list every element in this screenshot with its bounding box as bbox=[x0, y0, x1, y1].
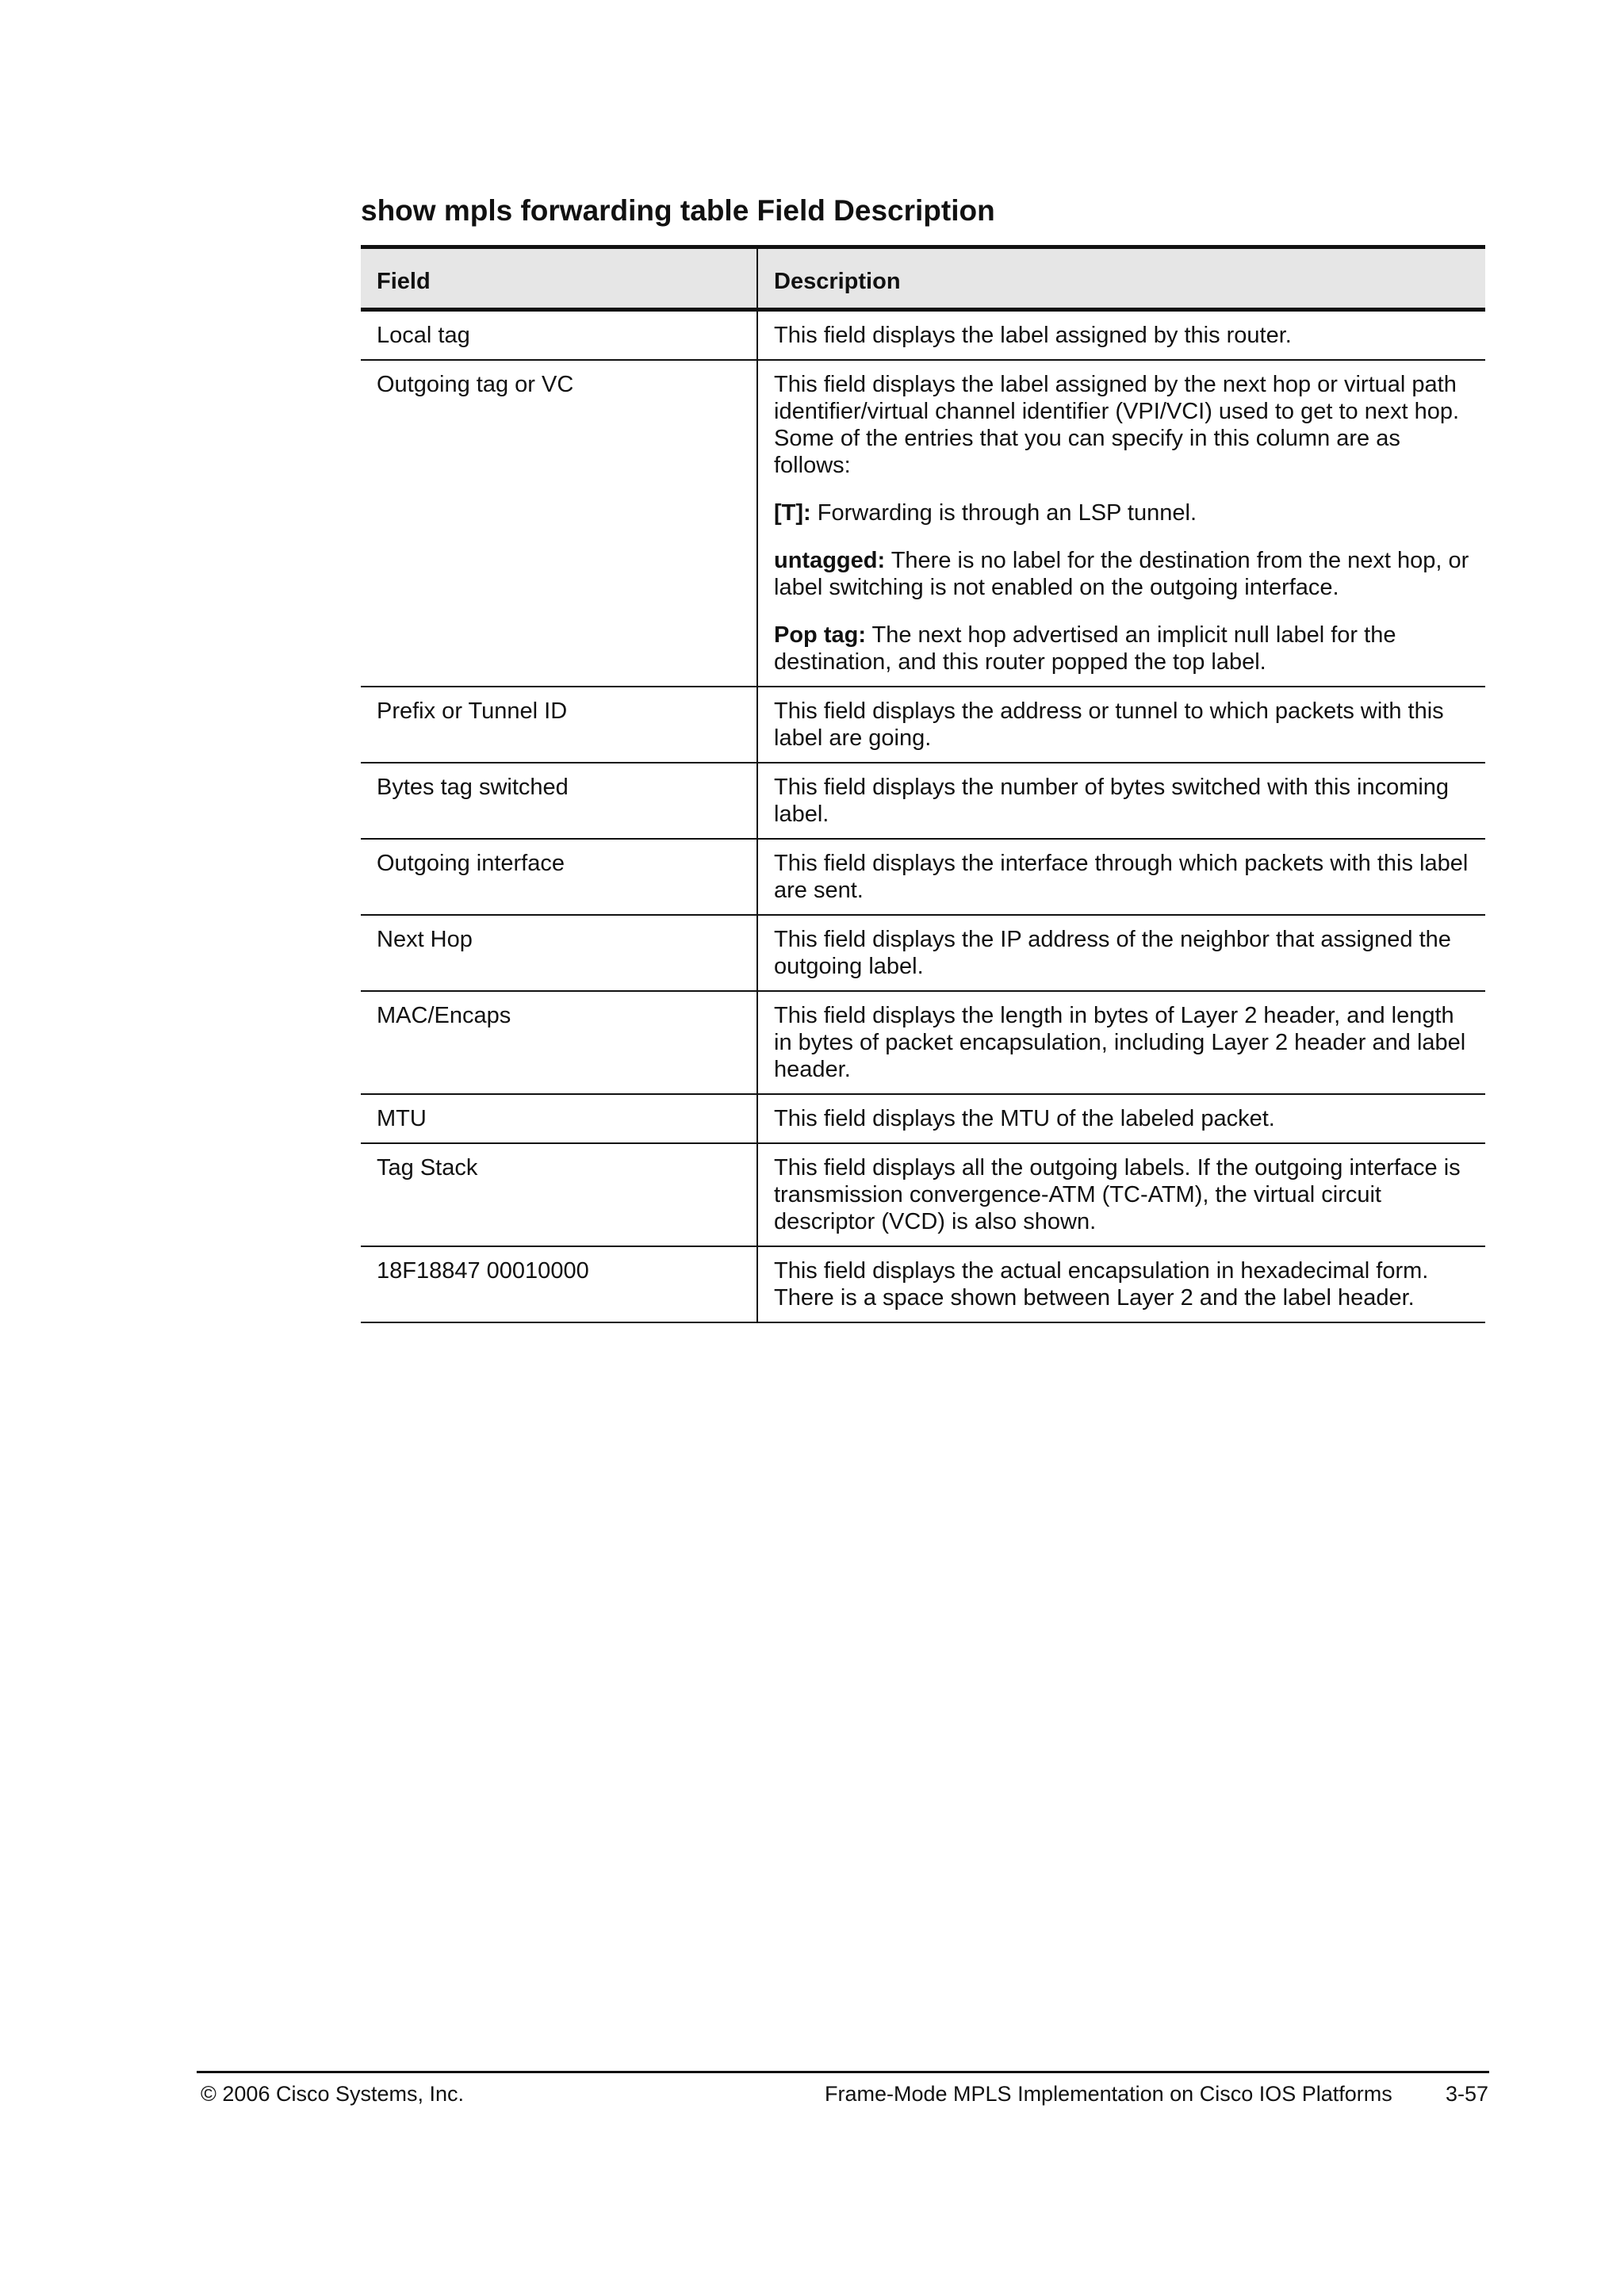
description-text: This field displays the MTU of the labeled packet. bbox=[774, 1106, 1275, 1131]
table-row bbox=[361, 1143, 1485, 1246]
table-row bbox=[361, 915, 1485, 991]
entry-untagged bbox=[774, 547, 1469, 601]
entry-term: untagged: bbox=[774, 548, 886, 573]
description-cell bbox=[757, 1094, 1485, 1143]
description-cell bbox=[757, 991, 1485, 1094]
entry-term: [T]: bbox=[774, 500, 811, 526]
table-row bbox=[361, 763, 1485, 839]
entry-tunnel bbox=[774, 499, 1469, 526]
description-cell bbox=[757, 360, 1485, 687]
description-text: This field displays the number of bytes switched with this incoming label. bbox=[774, 775, 1450, 827]
description-cell bbox=[757, 1143, 1485, 1246]
footer-copyright: © 2006 Cisco Systems, Inc. bbox=[201, 2082, 465, 2106]
column-header-field: Field bbox=[361, 247, 757, 310]
page-title: show mpls forwarding table Field Description bbox=[361, 194, 995, 227]
description-text: This field displays all the outgoing labels. If the outgoing interface is transmission convergence-ATM (TC-ATM), the virtual circuit descriptor (VCD) is also shown. bbox=[774, 1155, 1461, 1234]
field-cell: Local tag bbox=[361, 310, 757, 361]
field-cell: MAC/Encaps bbox=[361, 991, 757, 1094]
description-cell bbox=[757, 1246, 1485, 1322]
footer-divider bbox=[197, 2071, 1489, 2073]
field-cell: Next Hop bbox=[361, 915, 757, 991]
field-cell: Bytes tag switched bbox=[361, 763, 757, 839]
table-row bbox=[361, 1246, 1485, 1322]
field-description-table bbox=[361, 245, 1485, 1323]
description-cell bbox=[757, 763, 1485, 839]
description-text: This field displays the actual encapsulation in hexadecimal form. There is a space shown between Layer 2 and the label header. bbox=[774, 1258, 1429, 1311]
table-row bbox=[361, 360, 1485, 687]
description-text: This field displays the address or tunnel to which packets with this label are going. bbox=[774, 698, 1444, 751]
field-cell: Outgoing interface bbox=[361, 839, 757, 915]
description-cell bbox=[757, 915, 1485, 991]
entry-pop-tag bbox=[774, 622, 1469, 675]
field-cell: Tag Stack bbox=[361, 1143, 757, 1246]
table-row bbox=[361, 839, 1485, 915]
entry-term: Pop tag: bbox=[774, 622, 866, 648]
entry-text: There is no label for the destination from the next hop, or label switching is not enabled on the outgoing interface. bbox=[774, 548, 1469, 600]
description-text: This field displays the length in bytes of Layer 2 header, and length in bytes of packet encapsulation, including Layer 2 header and label header. bbox=[774, 1003, 1466, 1082]
field-cell: 18F18847 00010000 bbox=[361, 1246, 757, 1322]
description-cell bbox=[757, 310, 1485, 361]
table-header-row bbox=[361, 247, 1485, 310]
description-text: This field displays the IP address of the neighbor that assigned the outgoing label. bbox=[774, 927, 1451, 979]
description-cell bbox=[757, 839, 1485, 915]
field-cell: Outgoing tag or VC bbox=[361, 360, 757, 687]
field-cell: Prefix or Tunnel ID bbox=[361, 687, 757, 763]
description-cell bbox=[757, 687, 1485, 763]
table-row bbox=[361, 687, 1485, 763]
table-row bbox=[361, 310, 1485, 361]
table-row bbox=[361, 1094, 1485, 1143]
entry-text: The next hop advertised an implicit null label for the destination, and this router popped the top label. bbox=[774, 622, 1396, 675]
table-row bbox=[361, 991, 1485, 1094]
footer-page-number: 3-57 bbox=[1446, 2082, 1489, 2106]
description-text: This field displays the label assigned by the next hop or virtual path identifier/virtual channel identifier (VPI/VCI) used to get to next hop. Some of the entries that you can specify in this column are as follows: bbox=[774, 372, 1460, 478]
description-text: This field displays the interface through which packets with this label are sent. bbox=[774, 851, 1469, 903]
column-header-description: Description bbox=[757, 247, 1485, 310]
field-cell: MTU bbox=[361, 1094, 757, 1143]
footer-book-title: Frame-Mode MPLS Implementation on Cisco IOS Platforms bbox=[825, 2082, 1392, 2106]
description-text: This field displays the label assigned by this router. bbox=[774, 323, 1292, 348]
entry-text: Forwarding is through an LSP tunnel. bbox=[810, 500, 1197, 526]
